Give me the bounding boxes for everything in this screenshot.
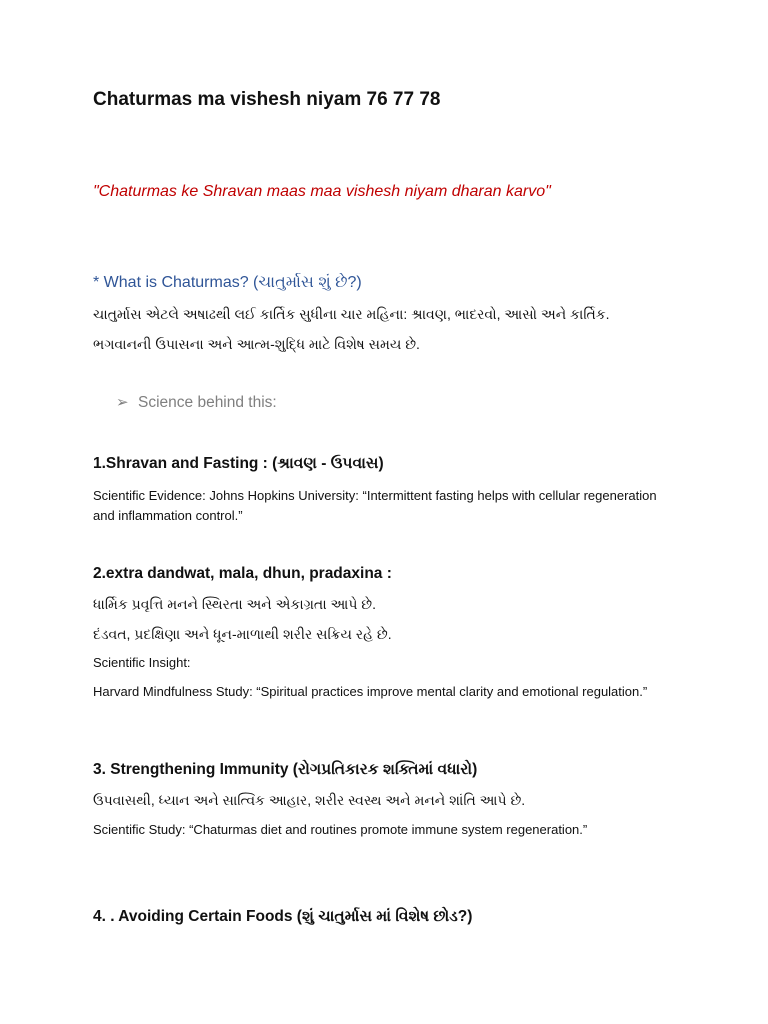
section-2-line-2: દંડવત, પ્રદક્ષિણા અને ધૂન-માળાથી શરીર સક્રિય રહે છે. xyxy=(93,626,392,642)
what-is-heading: * What is Chaturmas? (ચાતુર્માસ શું છે?) xyxy=(93,274,362,291)
section-2-note-1: Scientific Insight: xyxy=(93,655,191,670)
document-title: Chaturmas ma vishesh niyam 76 77 78 xyxy=(93,89,441,110)
section-2-line-1: ધાર્મિક પ્રવૃત્તિ મનને સ્થિરતા અને એકાગ્રતા આપે છે. xyxy=(93,596,377,612)
science-bullet-label: Science behind this: xyxy=(138,394,277,411)
what-is-line-1: ચાતુર્માસ એટલે અષાઢથી લઈ કાર્તિક સુધીના ચાર મહિના: શ્રાવણ, ભાદરવો, આસો અને કાર્તિક. xyxy=(93,306,610,322)
what-is-line-2: ભગવાનની ઉપાસના અને આત્મ-શુદ્ધિ માટે વિશેષ સમય છે. xyxy=(93,336,420,352)
arrow-bullet-icon: ➢ xyxy=(116,394,129,411)
section-2-heading: 2.extra dandwat, mala, dhun, pradaxina : xyxy=(93,565,392,582)
section-3-note-1: Scientific Study: “Chaturmas diet and routines promote immune system regeneration.” xyxy=(93,822,588,837)
quote-line: "Chaturmas ke Shravan maas maa vishesh niyam dharan karvo" xyxy=(93,183,551,200)
section-4-heading: 4. . Avoiding Certain Foods (શું ચાતુર્માસ માં વિશેષ છોડ?) xyxy=(93,908,473,925)
section-2-note-2: Harvard Mindfulness Study: “Spiritual practices improve mental clarity and emotional regulation.” xyxy=(93,684,648,699)
section-1-note-1: Scientific Evidence: Johns Hopkins University: “Intermittent fasting helps with cellular regeneration and inflammation control.” xyxy=(93,488,657,523)
science-bullet xyxy=(116,393,277,412)
section-1-heading: 1.Shravan and Fasting : (શ્રાવણ - ઉપવાસ) xyxy=(93,455,384,472)
section-3-heading: 3. Strengthening Immunity (રોગપ્રતિકારક શક્તિમાં વધારો) xyxy=(93,761,478,778)
section-3-line-1: ઉપવાસથી, ધ્યાન અને સાત્વિક આહાર, શરીર સ્વસ્થ અને મનને શાંતિ આપે છે. xyxy=(93,792,526,808)
